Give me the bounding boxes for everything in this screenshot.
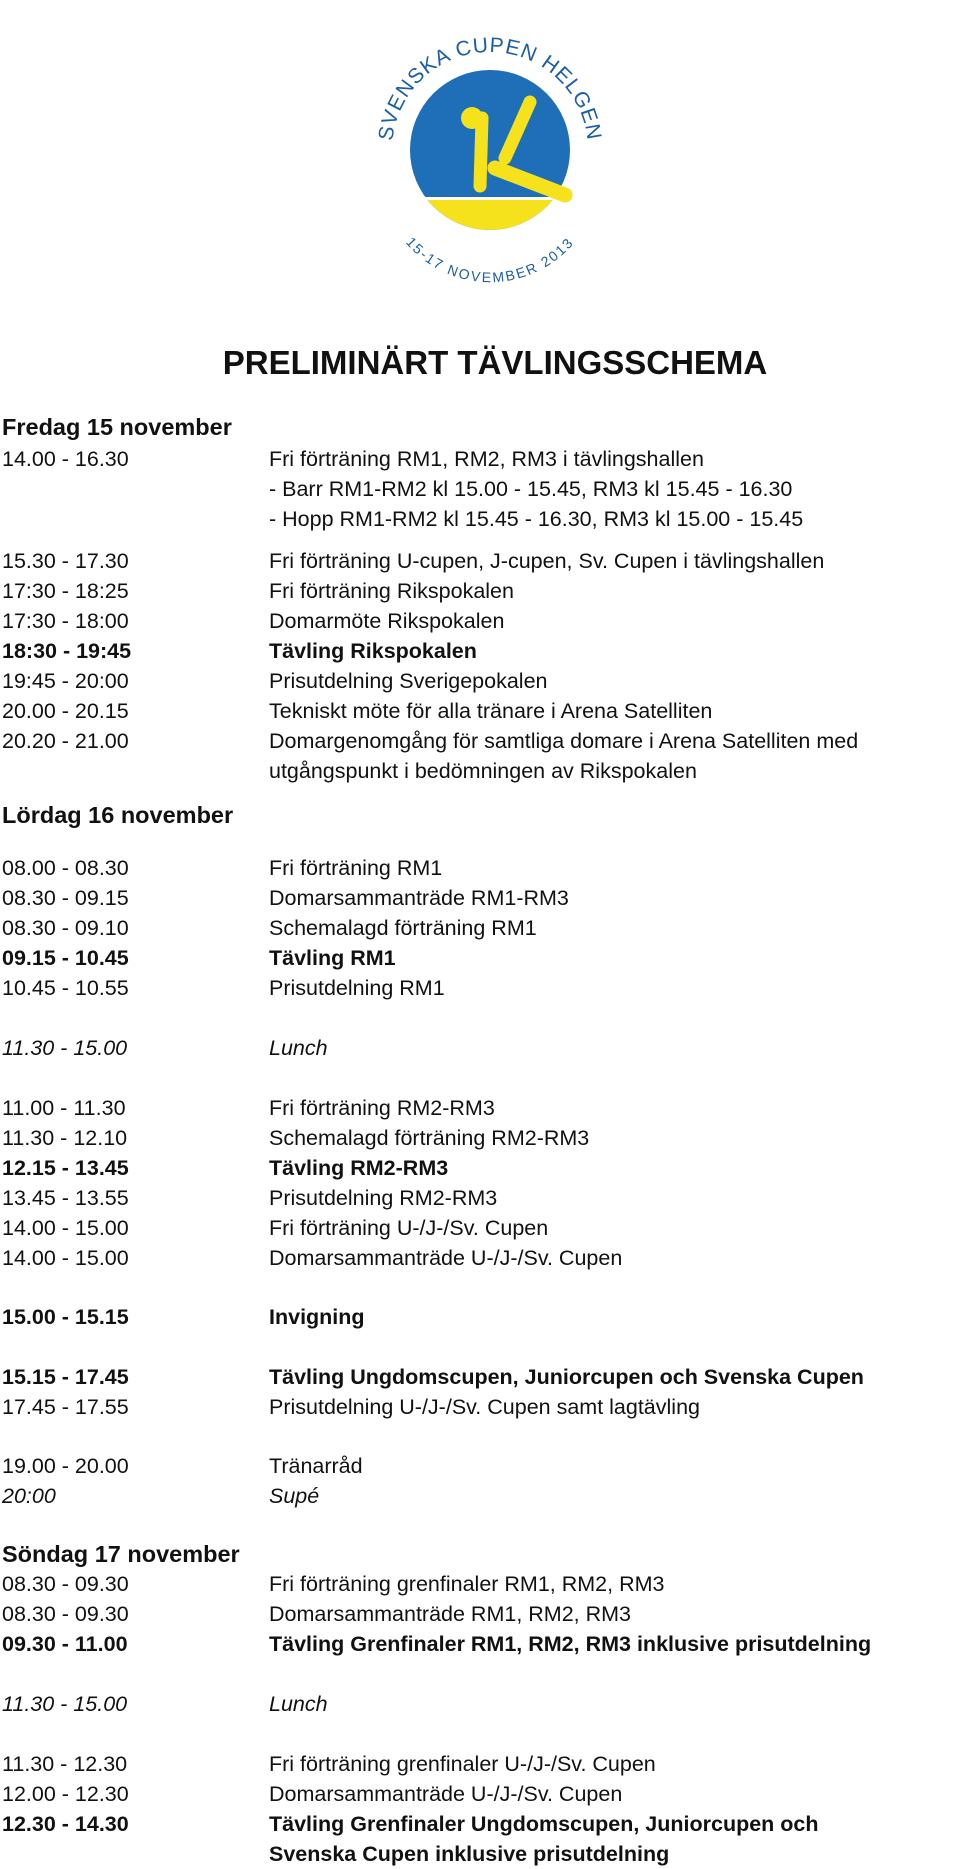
activity-line: - Barr RM1-RM2 kl 15.00 - 15.45, RM3 kl 15.45 - 16.30 (269, 477, 793, 501)
activity-line: Tävling Grenfinaler Ungdomscupen, Juniorcupen och (269, 1812, 819, 1836)
time-range: 14.00 - 15.00 (2, 1246, 129, 1270)
activity (269, 943, 960, 973)
activity (269, 1183, 960, 1213)
activity (269, 1749, 960, 1779)
time-range: 20:00 (2, 1484, 56, 1508)
activity (269, 883, 960, 913)
time-range: 19:45 - 20:00 (2, 669, 129, 693)
activity-line: Domarsammanträde U-/J-/Sv. Cupen (269, 1246, 623, 1270)
activity-line: Domarsammanträde RM1, RM2, RM3 (269, 1602, 632, 1626)
time-range: 11.30 - 12.10 (2, 1126, 128, 1150)
day-heading: Fredag 15 november (2, 414, 232, 440)
activity-line: Prisutdelning U-/J-/Sv. Cupen samt lagtävling (269, 1395, 700, 1419)
activity-line: Tränarråd (269, 1454, 363, 1478)
activity-line: Tekniskt möte för alla tränare i Arena Satelliten (269, 699, 713, 723)
activity (269, 606, 960, 636)
activity-line: Tävling Ungdomscupen, Juniorcupen och Svenska Cupen (269, 1365, 864, 1389)
activity (269, 1569, 960, 1599)
time-range: 17:30 - 18:00 (2, 609, 129, 633)
activity (269, 546, 960, 576)
logo-dates-text: 15-17 NOVEMBER 2013 (403, 233, 577, 286)
time-range: 15.30 - 17.30 (2, 549, 129, 573)
time-range: 12.00 - 12.30 (2, 1782, 129, 1806)
activity-line: Tävling RM1 (269, 946, 396, 970)
activity-line: Invigning (269, 1305, 365, 1329)
time-range: 18:30 - 19:45 (2, 639, 132, 663)
activity-line: Domarsammanträde U-/J-/Sv. Cupen (269, 1782, 623, 1806)
time-range: 08.30 - 09.10 (2, 916, 129, 940)
activity-line: Domarsammanträde RM1-RM3 (269, 886, 569, 910)
activity (269, 853, 960, 883)
time-range: 11.30 - 12.30 (2, 1752, 128, 1776)
time-range: 15.00 - 15.15 (2, 1305, 129, 1329)
activity-line: Tävling Grenfinaler RM1, RM2, RM3 inklusive prisutdelning (269, 1632, 872, 1656)
activity (269, 1123, 960, 1153)
time-range: 17:30 - 18:25 (2, 579, 129, 603)
activity-line: Fri förträning U-cupen, J-cupen, Sv. Cupen i tävlingshallen (269, 549, 825, 573)
time-range: 08.00 - 08.30 (2, 856, 129, 880)
activity (269, 1392, 960, 1422)
activity (269, 696, 960, 726)
time-range: 11.00 - 11.30 (2, 1096, 126, 1120)
activity (269, 913, 960, 943)
activity-line: Schemalagd förträning RM1 (269, 916, 537, 940)
activity-line: Svenska Cupen inklusive prisutdelning (269, 1842, 670, 1866)
activity (269, 576, 960, 606)
activity (269, 666, 960, 696)
activity (269, 636, 960, 666)
activity (269, 973, 960, 1003)
activity (269, 1629, 960, 1659)
activity (269, 1599, 960, 1629)
activity-line: Domarmöte Rikspokalen (269, 609, 505, 633)
activity (269, 1302, 960, 1332)
activity (269, 1689, 960, 1719)
time-range: 09.15 - 10.45 (2, 946, 129, 970)
activity (269, 1809, 960, 1869)
activity (269, 1243, 960, 1273)
time-range: 11.30 - 15.00 (2, 1036, 128, 1060)
day-heading: Lördag 16 november (2, 802, 234, 828)
activity-line: - Hopp RM1-RM2 kl 15.45 - 16.30, RM3 kl 15.00 - 15.45 (269, 507, 804, 531)
activity-line: Supé (269, 1484, 320, 1508)
activity-line: Fri förträning Rikspokalen (269, 579, 514, 603)
time-range: 08.30 - 09.30 (2, 1602, 129, 1626)
time-range: 14.00 - 15.00 (2, 1216, 129, 1240)
activity-line: Fri förträning U-/J-/Sv. Cupen (269, 1216, 549, 1240)
activity (269, 1451, 960, 1481)
svenska-cupen-helgen-logo (320, 0, 660, 300)
time-range: 08.30 - 09.15 (2, 886, 129, 910)
activity-line: Fri förträning RM1 (269, 856, 443, 880)
time-range: 19.00 - 20.00 (2, 1454, 129, 1478)
logo-circle-yellow (400, 200, 580, 240)
activity (269, 1153, 960, 1183)
activity-line: Domargenomgång för samtliga domare i Arena Satelliten med (269, 729, 859, 753)
activity (269, 1362, 960, 1392)
time-range: 13.45 - 13.55 (2, 1186, 129, 1210)
activity-line: Prisutdelning Sverigepokalen (269, 669, 548, 693)
activity (269, 726, 960, 786)
activity-line: Schemalagd förträning RM2-RM3 (269, 1126, 590, 1150)
activity (269, 1213, 960, 1243)
activity-line: Fri förträning RM2-RM3 (269, 1096, 495, 1120)
activity-line: Prisutdelning RM2-RM3 (269, 1186, 498, 1210)
day-heading: Söndag 17 november (2, 1541, 240, 1567)
activity-line: Fri förträning grenfinaler RM1, RM2, RM3 (269, 1572, 665, 1596)
time-range: 09.30 - 11.00 (2, 1632, 128, 1656)
activity (269, 444, 960, 534)
page-title: PRELIMINÄRT TÄVLINGSSCHEMA (222, 344, 768, 381)
time-range: 11.30 - 15.00 (2, 1692, 128, 1716)
activity-line: Lunch (269, 1036, 328, 1060)
activity-line: Tävling Rikspokalen (269, 639, 477, 663)
activity-line: utgångspunkt i bedömningen av Rikspokalen (269, 759, 697, 783)
activity-line: Fri förträning grenfinaler U-/J-/Sv. Cupen (269, 1752, 656, 1776)
time-range: 17.45 - 17.55 (2, 1395, 129, 1419)
activity-line: Lunch (269, 1692, 328, 1716)
time-range: 12.30 - 14.30 (2, 1812, 129, 1836)
activity (269, 1033, 960, 1063)
time-range: 10.45 - 10.55 (2, 976, 129, 1000)
activity-line: Prisutdelning RM1 (269, 976, 445, 1000)
time-range: 20.00 - 20.15 (2, 699, 129, 723)
activity-line: Tävling RM2-RM3 (269, 1156, 449, 1180)
activity (269, 1779, 960, 1809)
time-range: 12.15 - 13.45 (2, 1156, 129, 1180)
activity (269, 1093, 960, 1123)
activity-line: Fri förträning RM1, RM2, RM3 i tävlingshallen (269, 447, 704, 471)
time-range: 20.20 - 21.00 (2, 729, 129, 753)
time-range: 08.30 - 09.30 (2, 1572, 129, 1596)
logo-arc-text: SVENSKA CUPEN HELGEN (374, 33, 606, 143)
time-range: 14.00 - 16.30 (2, 447, 129, 471)
time-range: 15.15 - 17.45 (2, 1365, 129, 1389)
activity (269, 1481, 960, 1511)
